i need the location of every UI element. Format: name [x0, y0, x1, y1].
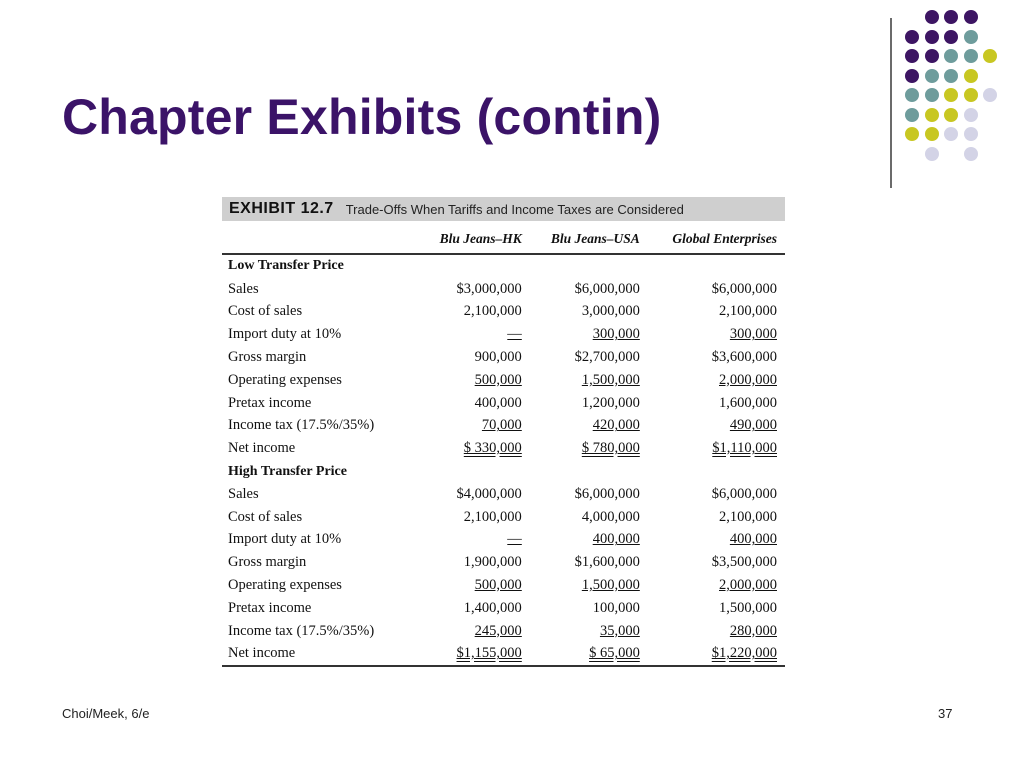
decorative-dot	[925, 49, 939, 63]
table-cell	[530, 574, 648, 597]
decorative-dot	[905, 88, 919, 102]
table-cell	[648, 483, 785, 506]
cell-value: $3,000,000	[456, 280, 522, 297]
table-cell	[420, 346, 530, 369]
column-header-usa: Blu Jeans–USA	[550, 231, 640, 246]
decorative-dot	[925, 127, 939, 141]
cell-value: 420,000	[592, 417, 640, 434]
cell-value: 1,900,000	[463, 554, 522, 571]
table-cell	[530, 392, 648, 415]
table-cell	[420, 597, 530, 620]
table-row	[222, 506, 785, 529]
table-cell	[530, 483, 648, 506]
row-label: Net income	[228, 440, 296, 457]
table-cell	[530, 301, 648, 324]
table-row	[222, 483, 785, 506]
cell-value: 1,500,000	[581, 371, 640, 388]
row-label: Income tax (17.5%/35%)	[228, 417, 375, 434]
cell-value: 100,000	[592, 599, 640, 616]
row-label-header	[222, 229, 420, 254]
section-header-row	[222, 254, 785, 278]
cell-value: $ 330,000	[463, 440, 522, 457]
section-title: High Transfer Price	[228, 463, 347, 479]
table-row	[222, 415, 785, 438]
cell-value: 490,000	[729, 417, 777, 434]
table-cell	[648, 437, 785, 460]
table-row	[222, 529, 785, 552]
row-label: Import duty at 10%	[228, 326, 342, 343]
decorative-dot	[964, 127, 978, 141]
cell-value: 2,100,000	[463, 508, 522, 525]
cell-value: $2,700,000	[574, 349, 640, 366]
row-label: Pretax income	[228, 599, 312, 616]
table-cell	[420, 278, 530, 301]
cell-value: 245,000	[474, 622, 522, 639]
table-cell	[648, 323, 785, 346]
table-cell	[530, 369, 648, 392]
row-label: Income tax (17.5%/35%)	[228, 622, 375, 639]
cell-value: 3,000,000	[581, 303, 640, 320]
column-header-row	[222, 229, 785, 254]
table-cell	[420, 643, 530, 667]
table-row	[222, 437, 785, 460]
row-label: Operating expenses	[228, 371, 342, 388]
table-cell	[648, 415, 785, 438]
decorative-dot	[925, 88, 939, 102]
slide-title: Chapter Exhibits (contin)	[62, 89, 662, 145]
table-row	[222, 643, 785, 667]
decorative-dot	[944, 10, 958, 24]
decorative-dot	[964, 10, 978, 24]
table-row	[222, 392, 785, 415]
table-cell	[420, 323, 530, 346]
cell-value: $1,155,000	[456, 645, 522, 662]
cell-value: $3,600,000	[711, 349, 777, 366]
table-row	[222, 323, 785, 346]
table-cell	[648, 506, 785, 529]
decorative-dots	[905, 10, 1015, 170]
decorative-dot	[925, 108, 939, 122]
exhibit-caption: Trade-Offs When Tariffs and Income Taxes are Considered	[345, 201, 684, 217]
column-header-global: Global Enterprises	[672, 231, 777, 246]
exhibit-label: EXHIBIT 12.7	[229, 200, 334, 217]
column-header-hk: Blu Jeans–HK	[439, 231, 522, 246]
decorative-dot	[983, 88, 997, 102]
table-cell	[530, 346, 648, 369]
decorative-dot	[925, 147, 939, 161]
row-label: Sales	[228, 280, 259, 297]
cell-value: $ 780,000	[581, 440, 640, 457]
table-cell	[648, 643, 785, 667]
table-row	[222, 574, 785, 597]
cell-value: 500,000	[474, 577, 522, 594]
row-label: Import duty at 10%	[228, 531, 342, 548]
table-cell	[420, 551, 530, 574]
table-row	[222, 278, 785, 301]
table-cell	[420, 415, 530, 438]
table-cell	[648, 346, 785, 369]
cell-value: 1,500,000	[719, 599, 777, 616]
cell-value: $1,600,000	[574, 554, 640, 571]
decorative-dot	[905, 49, 919, 63]
cell-value: 280,000	[729, 622, 777, 639]
row-label: Cost of sales	[228, 303, 303, 320]
cell-value: $6,000,000	[574, 280, 640, 297]
cell-value: 70,000	[481, 417, 522, 434]
cell-value: 400,000	[592, 531, 640, 548]
decorative-dot	[944, 69, 958, 83]
table-cell	[420, 620, 530, 643]
row-label: Sales	[228, 485, 259, 502]
table-cell	[530, 597, 648, 620]
table-cell	[648, 369, 785, 392]
decorative-dot	[905, 30, 919, 44]
decorative-dot	[964, 69, 978, 83]
decorative-dot	[964, 147, 978, 161]
row-label: Gross margin	[228, 554, 307, 571]
row-label: Net income	[228, 645, 296, 662]
cell-value: $4,000,000	[456, 485, 522, 502]
divider-line	[890, 18, 892, 188]
table-row	[222, 369, 785, 392]
table-cell	[648, 597, 785, 620]
table-cell	[530, 643, 648, 667]
table-cell	[648, 529, 785, 552]
decorative-dot	[964, 49, 978, 63]
row-label: Gross margin	[228, 349, 307, 366]
decorative-dot	[944, 49, 958, 63]
decorative-dot	[964, 88, 978, 102]
decorative-dot	[944, 127, 958, 141]
cell-value: 35,000	[599, 622, 640, 639]
table-row	[222, 597, 785, 620]
table-cell	[530, 506, 648, 529]
decorative-dot	[905, 127, 919, 141]
table-cell	[530, 278, 648, 301]
decorative-dot	[944, 108, 958, 122]
table-row	[222, 620, 785, 643]
decorative-dot	[925, 10, 939, 24]
cell-value: 400,000	[474, 394, 522, 411]
decorative-dot	[983, 49, 997, 63]
decorative-dot	[905, 108, 919, 122]
table-row	[222, 551, 785, 574]
cell-value: —	[507, 326, 522, 343]
cell-value: 4,000,000	[581, 508, 640, 525]
exhibit-table	[222, 229, 785, 667]
row-label: Pretax income	[228, 394, 312, 411]
table-cell	[530, 415, 648, 438]
cell-value: 1,500,000	[581, 577, 640, 594]
table-cell	[420, 437, 530, 460]
cell-value: $3,500,000	[711, 554, 777, 571]
page-number: 37	[938, 706, 953, 721]
decorative-dot	[905, 69, 919, 83]
cell-value: $1,220,000	[711, 645, 777, 662]
cell-value: 1,200,000	[581, 394, 640, 411]
table-cell	[420, 392, 530, 415]
table-cell	[648, 278, 785, 301]
cell-value: $6,000,000	[574, 485, 640, 502]
decorative-dot	[925, 30, 939, 44]
exhibit-12-7	[222, 197, 785, 667]
cell-value: —	[507, 531, 522, 548]
cell-value: 1,400,000	[463, 599, 522, 616]
row-label: Cost of sales	[228, 508, 303, 525]
decorative-dot	[964, 30, 978, 44]
cell-value: $6,000,000	[711, 485, 777, 502]
cell-value: 900,000	[474, 349, 522, 366]
cell-value: 300,000	[729, 326, 777, 343]
cell-value: $1,110,000	[712, 440, 777, 457]
table-cell	[530, 437, 648, 460]
table-row	[222, 301, 785, 324]
cell-value: 400,000	[729, 531, 777, 548]
table-cell	[420, 301, 530, 324]
cell-value: 500,000	[474, 371, 522, 388]
table-cell	[530, 620, 648, 643]
table-cell	[648, 392, 785, 415]
decorative-dot	[944, 30, 958, 44]
cell-value: 2,000,000	[719, 371, 777, 388]
exhibit-header	[222, 197, 785, 221]
table-cell	[648, 620, 785, 643]
decorative-dot	[925, 69, 939, 83]
cell-value: 300,000	[592, 326, 640, 343]
cell-value: 2,000,000	[719, 577, 777, 594]
table-row	[222, 346, 785, 369]
row-label: Operating expenses	[228, 577, 342, 594]
table-cell	[648, 301, 785, 324]
table-cell	[420, 483, 530, 506]
table-cell	[420, 369, 530, 392]
table-cell	[530, 551, 648, 574]
cell-value: 2,100,000	[719, 508, 777, 525]
table-cell	[530, 529, 648, 552]
cell-value: 1,600,000	[719, 394, 777, 411]
section-title: Low Transfer Price	[228, 258, 344, 274]
decorative-dot	[944, 88, 958, 102]
table-cell	[420, 529, 530, 552]
cell-value: $ 65,000	[589, 645, 640, 662]
table-cell	[420, 506, 530, 529]
decorative-dot	[964, 108, 978, 122]
cell-value: 2,100,000	[463, 303, 522, 320]
table-cell	[530, 323, 648, 346]
cell-value: $6,000,000	[711, 280, 777, 297]
section-header-row	[222, 460, 785, 483]
footer-source: Choi/Meek, 6/e	[62, 706, 150, 721]
table-cell	[648, 551, 785, 574]
table-cell	[420, 574, 530, 597]
table-cell	[648, 574, 785, 597]
cell-value: 2,100,000	[719, 303, 777, 320]
